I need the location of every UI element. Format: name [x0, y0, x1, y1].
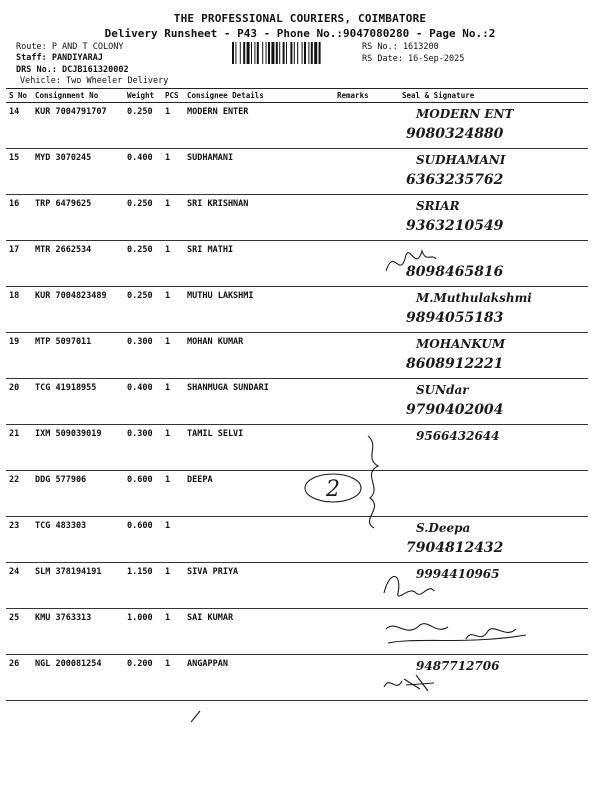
signature-line-1: 9566432644 [416, 429, 500, 443]
cell-signature [376, 379, 588, 425]
signature-scribble [386, 624, 526, 643]
signature-ink [376, 241, 588, 283]
signature-line-2: 7904812432 [406, 540, 504, 556]
cell-consignment: TCG 483303 [32, 517, 124, 563]
cell-pcs: 1 [162, 563, 184, 609]
cell-pcs: 1 [162, 517, 184, 563]
cell-sno: 24 [6, 563, 32, 609]
table-header-row [6, 89, 588, 103]
cell-sno: 22 [6, 471, 32, 517]
cell-pcs: 1 [162, 379, 184, 425]
cell-remarks [334, 103, 376, 149]
barcode-bar [235, 42, 236, 64]
cell-consignee: MOHAN KUMAR [184, 333, 334, 379]
barcode-bar [271, 42, 274, 64]
signature-line-2: 8098465816 [406, 264, 504, 280]
barcode-bar [314, 42, 317, 64]
col-signature: Seal & Signature [376, 89, 588, 103]
cell-consignment: MYD 3070245 [32, 149, 124, 195]
barcode-bar [283, 42, 285, 64]
table-row [6, 425, 588, 471]
cell-remarks [334, 195, 376, 241]
cell-pcs: 1 [162, 103, 184, 149]
cell-consignee: SRI MATHI [184, 241, 334, 287]
cell-consignment: DDG 577906 [32, 471, 124, 517]
cell-pcs: 1 [162, 609, 184, 655]
cell-signature [376, 149, 588, 195]
signature-line-2: 6363235762 [406, 172, 504, 188]
table-row [6, 195, 588, 241]
cell-sno: 18 [6, 287, 32, 333]
cell-sno: 20 [6, 379, 32, 425]
runsheet-table [6, 88, 588, 701]
cell-sno: 14 [6, 103, 32, 149]
cell-weight: 0.250 [124, 241, 162, 287]
cell-consignment: KMU 3763313 [32, 609, 124, 655]
signature-ink [376, 103, 588, 145]
cell-signature [376, 655, 588, 701]
barcode-bar [311, 42, 313, 64]
signature-ink [376, 609, 588, 651]
cell-consignment: MTP 5097011 [32, 333, 124, 379]
cell-consignee: SUDHAMANI [184, 149, 334, 195]
signature-line-1: MODERN ENT [416, 107, 514, 121]
cell-weight: 1.150 [124, 563, 162, 609]
barcode-bar [297, 42, 298, 64]
cell-sno: 25 [6, 609, 32, 655]
signature-ink [376, 563, 588, 605]
signature-ink [376, 655, 588, 697]
cell-remarks [334, 563, 376, 609]
barcode-bar [266, 42, 267, 64]
cell-signature [376, 609, 588, 655]
barcode-bar [232, 42, 234, 64]
barcode-bar [286, 42, 287, 64]
cell-weight: 0.400 [124, 379, 162, 425]
cell-signature [376, 333, 588, 379]
cell-pcs: 1 [162, 655, 184, 701]
cell-remarks [334, 241, 376, 287]
barcode-icon [232, 42, 357, 64]
signature-ink [376, 333, 588, 375]
cell-consignee: TAMIL SELVI [184, 425, 334, 471]
col-sno: S No [6, 89, 32, 103]
barcode-bar [302, 42, 303, 64]
cell-remarks [334, 379, 376, 425]
cell-signature [376, 471, 588, 517]
cell-signature [376, 103, 588, 149]
cell-consignment: MTR 2662534 [32, 241, 124, 287]
signature-line-1: SUNdar [416, 383, 469, 397]
barcode-bar [304, 42, 306, 64]
signature-ink [376, 425, 588, 467]
document-title: THE PROFESSIONAL COURIERS, COIMBATORE [173, 12, 427, 25]
cell-consignment: TCG 41918955 [32, 379, 124, 425]
document-subtitle: Delivery Runsheet - P43 - Phone No.:9047080280 - Page No.:2 [104, 27, 496, 40]
cell-remarks [334, 333, 376, 379]
cell-signature [376, 241, 588, 287]
signature-line-1: MOHANKUM [416, 337, 506, 351]
signature-scribble [384, 675, 434, 691]
cell-weight: 0.400 [124, 149, 162, 195]
table-row [6, 241, 588, 287]
barcode-bar [257, 42, 259, 64]
signature-ink [376, 195, 588, 237]
barcode-bar [247, 42, 250, 64]
cell-pcs: 1 [162, 241, 184, 287]
cell-consignment: SLM 378194191 [32, 563, 124, 609]
cell-pcs: 1 [162, 149, 184, 195]
cell-remarks [334, 655, 376, 701]
circled-annotation [300, 432, 386, 530]
table-row [6, 517, 588, 563]
route-label: Route: P AND T COLONY [16, 42, 124, 52]
cell-sno: 23 [6, 517, 32, 563]
barcode-bar [240, 42, 241, 64]
vehicle-label: Vehicle: Two Wheeler Delivery [20, 76, 169, 86]
cell-consignment: KUR 7004791707 [32, 103, 124, 149]
signature-line-1: 9487712706 [416, 659, 500, 673]
col-consignment: Consignment No [32, 89, 124, 103]
barcode-bar [290, 42, 292, 64]
barcode-bar [262, 42, 263, 64]
barcode-bar [319, 42, 321, 64]
signature-ink [376, 471, 588, 513]
cell-weight: 1.000 [124, 609, 162, 655]
cell-weight: 0.200 [124, 655, 162, 701]
cell-weight: 0.250 [124, 287, 162, 333]
signature-line-1: SUDHAMANI [416, 153, 506, 167]
signature-ink [376, 287, 588, 329]
table-row [6, 149, 588, 195]
table-row [6, 333, 588, 379]
cell-signature [376, 425, 588, 471]
cell-remarks [334, 149, 376, 195]
cell-consignee: DEEPA [184, 471, 334, 517]
cell-signature [376, 195, 588, 241]
cell-weight: 0.300 [124, 333, 162, 379]
cell-consignee: SHANMUGA SUNDARI [184, 379, 334, 425]
rs-number: RS No.: 1613200 [362, 42, 439, 52]
cell-sno: 15 [6, 149, 32, 195]
col-weight: Weight [124, 89, 162, 103]
stray-mark [188, 708, 204, 724]
cell-pcs: 1 [162, 333, 184, 379]
table-row [6, 655, 588, 701]
cell-weight: 0.250 [124, 195, 162, 241]
signature-line-2: 9080324880 [406, 126, 504, 142]
table-row [6, 471, 588, 517]
circled-number: 2 [326, 477, 340, 502]
cell-sno: 19 [6, 333, 32, 379]
cell-consignee: SAI KUMAR [184, 609, 334, 655]
signature-ink [376, 517, 588, 559]
cell-weight: 0.250 [124, 103, 162, 149]
table-row [6, 287, 588, 333]
signature-line-2: 9894055183 [406, 310, 504, 326]
barcode-bar [294, 42, 295, 64]
col-consignee: Consignee Details [184, 89, 334, 103]
cell-consignment: TRP 6479625 [32, 195, 124, 241]
col-pcs: PCS [162, 89, 184, 103]
cell-signature [376, 517, 588, 563]
cell-consignee: ANGAPPAN [184, 655, 334, 701]
cell-weight: 0.600 [124, 471, 162, 517]
barcode-bar [279, 42, 280, 64]
cell-weight: 0.300 [124, 425, 162, 471]
signature-ink [376, 379, 588, 421]
barcode-bar [268, 42, 270, 64]
cell-sno: 21 [6, 425, 32, 471]
rs-date: RS Date: 16-Sep-2025 [362, 54, 465, 64]
cell-pcs: 1 [162, 471, 184, 517]
cell-signature [376, 563, 588, 609]
signature-line-1: SRIAR [416, 199, 460, 213]
table-row [6, 379, 588, 425]
signature-line-2: 9363210549 [406, 218, 504, 234]
signature-line-2: 9790402004 [406, 402, 504, 418]
barcode-bar [243, 42, 245, 64]
cell-weight: 0.600 [124, 517, 162, 563]
cell-sno: 16 [6, 195, 32, 241]
cell-consignee: MUTHU LAKSHMI [184, 287, 334, 333]
barcode-bar [308, 42, 309, 64]
cell-pcs: 1 [162, 195, 184, 241]
cell-sno: 17 [6, 241, 32, 287]
cell-consignee: SIVA PRIYA [184, 563, 334, 609]
table-row [6, 103, 588, 149]
signature-line-1: M.Muthulakshmi [416, 291, 532, 305]
cell-remarks [334, 609, 376, 655]
drs-number: DRS No.: DCJB161320002 [16, 65, 129, 75]
table-row [6, 563, 588, 609]
cell-pcs: 1 [162, 425, 184, 471]
cell-remarks [334, 287, 376, 333]
barcode-bar [251, 42, 252, 64]
signature-line-1: S.Deepa [416, 521, 471, 535]
cell-consignment: NGL 200081254 [32, 655, 124, 701]
cell-consignment: IXM 509039019 [32, 425, 124, 471]
col-remarks: Remarks [334, 89, 376, 103]
cell-consignment: KUR 7004823489 [32, 287, 124, 333]
cell-consignee: MODERN ENTER [184, 103, 334, 149]
cell-pcs: 1 [162, 287, 184, 333]
signature-ink [376, 149, 588, 191]
cell-consignee: SRI KRISHNAN [184, 195, 334, 241]
staff-label: Staff: PANDIYARAJ [16, 53, 103, 63]
cell-sno: 26 [6, 655, 32, 701]
cell-signature [376, 287, 588, 333]
table-row [6, 609, 588, 655]
signature-line-2: 8608912221 [406, 356, 504, 372]
barcode-bar [276, 42, 278, 64]
barcode-bar [254, 42, 255, 64]
signature-line-1: 9994410965 [416, 567, 500, 581]
